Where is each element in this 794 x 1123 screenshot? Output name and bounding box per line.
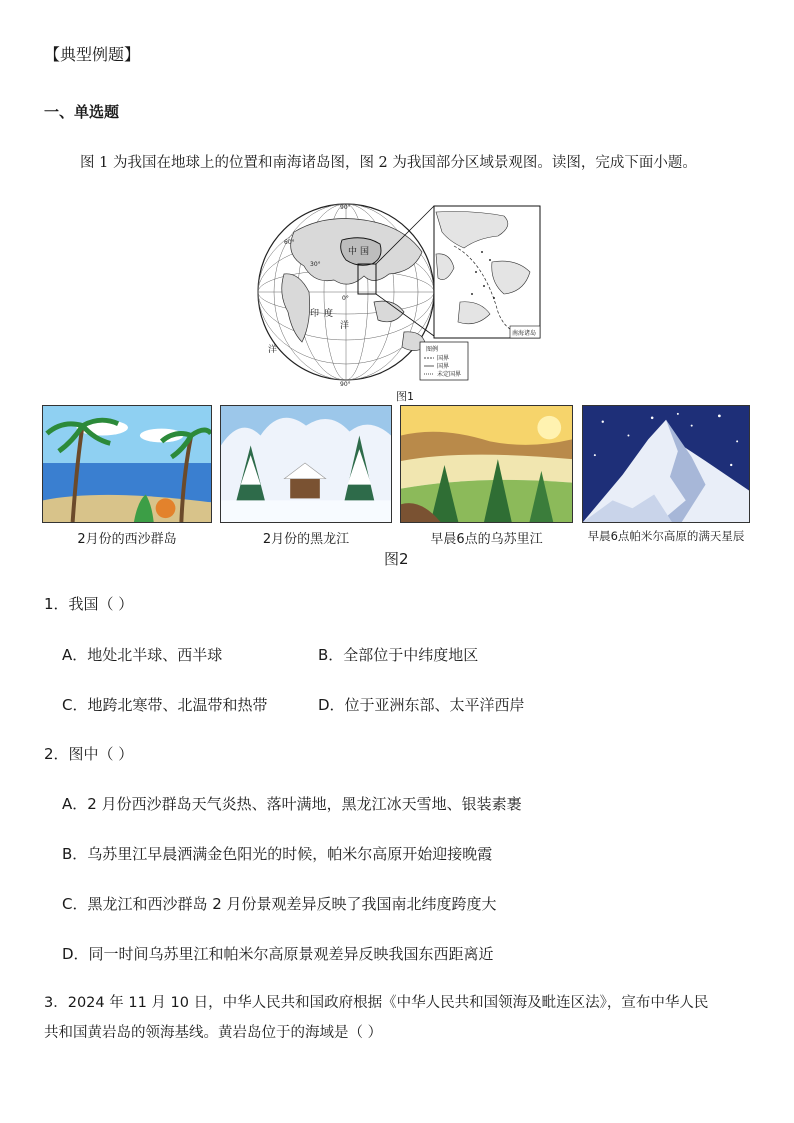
- label-lon-30: 30°: [310, 261, 321, 268]
- section-title: 一、单选题: [44, 103, 120, 121]
- label-indian-3: 洋: [340, 321, 350, 331]
- label-indian-1: 印: [310, 309, 320, 319]
- question-3-stem-line-2: 共和国黄岩岛的领海基线。黄岩岛位于的海域是（ ）: [44, 1025, 383, 1041]
- label-lon-0: 0°: [342, 295, 349, 302]
- q1-option-b[interactable]: B．全部位于中纬度地区: [318, 646, 479, 664]
- q2-option-c[interactable]: C．黑龙江和西沙群岛 2 月份景观差异反映了我国南北纬度跨度大: [62, 895, 497, 913]
- label-pacific: 洋: [268, 345, 278, 355]
- label-china-1: 中: [348, 247, 358, 257]
- legend-item-2: 国界: [437, 363, 450, 370]
- q1-option-c[interactable]: C．地跨北寒带、北温带和热带: [62, 696, 268, 714]
- question-1-stem: 1．我国（ ）: [44, 595, 134, 613]
- legend-item-1: 国界: [437, 355, 450, 362]
- label-lat-top: 90°: [340, 204, 351, 211]
- panel-xisha-islands: [42, 405, 212, 523]
- panel-pamir-plateau: [582, 405, 750, 523]
- panel-caption-wusuli: 早晨6点的乌苏里江: [430, 532, 543, 547]
- figure-2-caption: 图2: [384, 550, 409, 568]
- panel-caption-pamir: 早晨6点帕米尔高原的满天星辰: [587, 529, 745, 543]
- panel-heilongjiang: [220, 405, 392, 523]
- q1-option-d[interactable]: D．位于亚洲东部、太平洋西岸: [318, 696, 525, 714]
- q2-option-d[interactable]: D．同一时间乌苏里江和帕米尔高原景观差异反映我国东西距离近: [62, 945, 494, 963]
- label-lon-60: 60°: [284, 239, 295, 246]
- intro-text: 图 1 为我国在地球上的位置和南海诸岛图，图 2 为我国部分区域景观图。读图，完成下面小题。: [80, 155, 697, 171]
- question-2-stem: 2．图中（ ）: [44, 745, 134, 763]
- figure-1-map: [254, 202, 544, 388]
- q2-option-a[interactable]: A．2 月份西沙群岛天气炎热、落叶满地，黑龙江冰天雪地、银装素裹: [62, 795, 522, 813]
- question-3-stem-line-1: 3．2024 年 11 月 10 日，中华人民共和国政府根据《中华人民共和国领海及毗连区法》，宣布中华人民: [44, 995, 709, 1011]
- section-tag: 【典型例题】: [44, 45, 141, 64]
- label-indian-2: 度: [324, 309, 334, 319]
- label-china-2: 国: [360, 247, 370, 257]
- panel-wusuli-river: [400, 405, 573, 523]
- legend-item-3: 未定国界: [437, 371, 462, 378]
- inset-label: 南海诸岛: [512, 330, 537, 337]
- panel-caption-heilongjiang: 2月份的黑龙江: [262, 532, 350, 547]
- panel-caption-xisha: 2月份的西沙群岛: [77, 532, 177, 547]
- q1-option-a[interactable]: A．地处北半球、西半球: [62, 646, 223, 664]
- figure-1-caption: 图1: [396, 390, 414, 403]
- q2-option-b[interactable]: B．乌苏里江早晨洒满金色阳光的时候，帕米尔高原开始迎接晚霞: [62, 845, 493, 863]
- legend-title: 图例: [426, 346, 439, 353]
- label-lat-bottom: 90°: [340, 381, 351, 388]
